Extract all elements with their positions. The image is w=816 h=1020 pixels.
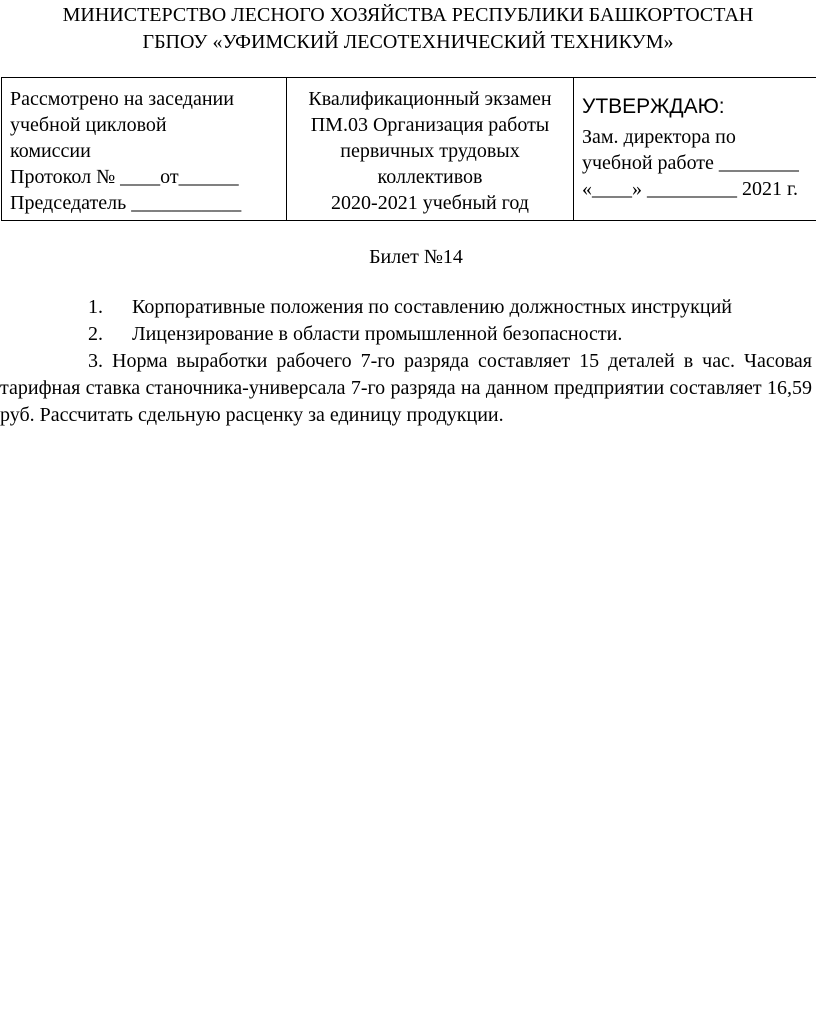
question-number: 2. xyxy=(88,323,103,345)
question-item xyxy=(0,321,812,348)
approval-cell xyxy=(574,78,816,220)
approval-line: Зам. директора по xyxy=(582,126,736,148)
commission-line: учебной цикловой xyxy=(10,114,167,136)
approval-table xyxy=(1,77,816,221)
commission-line: комиссии xyxy=(10,140,91,162)
document-header xyxy=(0,2,816,56)
academic-year: 2020-2021 учебный год xyxy=(331,192,529,214)
question-text: Норма выработки рабочего 7-го разряда составляет 15 деталей в час. Часовая тарифная ставка станочника-универсала 7-го разряда на данном предприятии составляет 16,59 руб. Рассчитать сдельную расценку за единицу продукции. xyxy=(0,350,812,426)
commission-cell xyxy=(2,78,287,220)
approval-date-line: «____» _________ 2021 г. xyxy=(582,178,798,200)
ministry-name: МИНИСТЕРСТВО ЛЕСНОГО ХОЗЯЙСТВА РЕСПУБЛИКИ БАШКОРТОСТАН xyxy=(62,4,754,26)
question-item xyxy=(0,294,812,321)
approval-line: учебной работе ________ xyxy=(582,152,799,174)
ticket-title: Билет №14 xyxy=(369,246,463,268)
approve-title: УТВЕРЖДАЮ: xyxy=(582,95,725,118)
chairman-line: Председатель ___________ xyxy=(10,192,242,214)
question-item xyxy=(0,348,812,429)
commission-text xyxy=(10,86,241,216)
institution-name: ГБПОУ «УФИМСКИЙ ЛЕСОТЕХНИЧЕСКИЙ ТЕХНИКУМ» xyxy=(142,31,674,53)
exam-text xyxy=(287,86,573,216)
commission-line: Рассмотрено на заседании xyxy=(10,88,234,110)
question-text: Лицензирование в области промышленной безопасности. xyxy=(132,323,623,345)
exam-line: первичных трудовых xyxy=(340,140,520,162)
questions-list xyxy=(0,294,812,429)
exam-line: коллективов xyxy=(377,166,483,188)
question-text: Корпоративные положения по составлению должностных инструкций xyxy=(132,296,732,318)
exam-line: ПМ.03 Организация работы xyxy=(310,114,550,136)
approval-text xyxy=(582,124,799,202)
question-number: 3. xyxy=(88,350,103,372)
question-number: 1. xyxy=(88,296,103,318)
protocol-line: Протокол № ____от______ xyxy=(10,166,239,188)
exam-line: Квалификационный экзамен xyxy=(308,88,552,110)
exam-cell xyxy=(287,78,574,220)
